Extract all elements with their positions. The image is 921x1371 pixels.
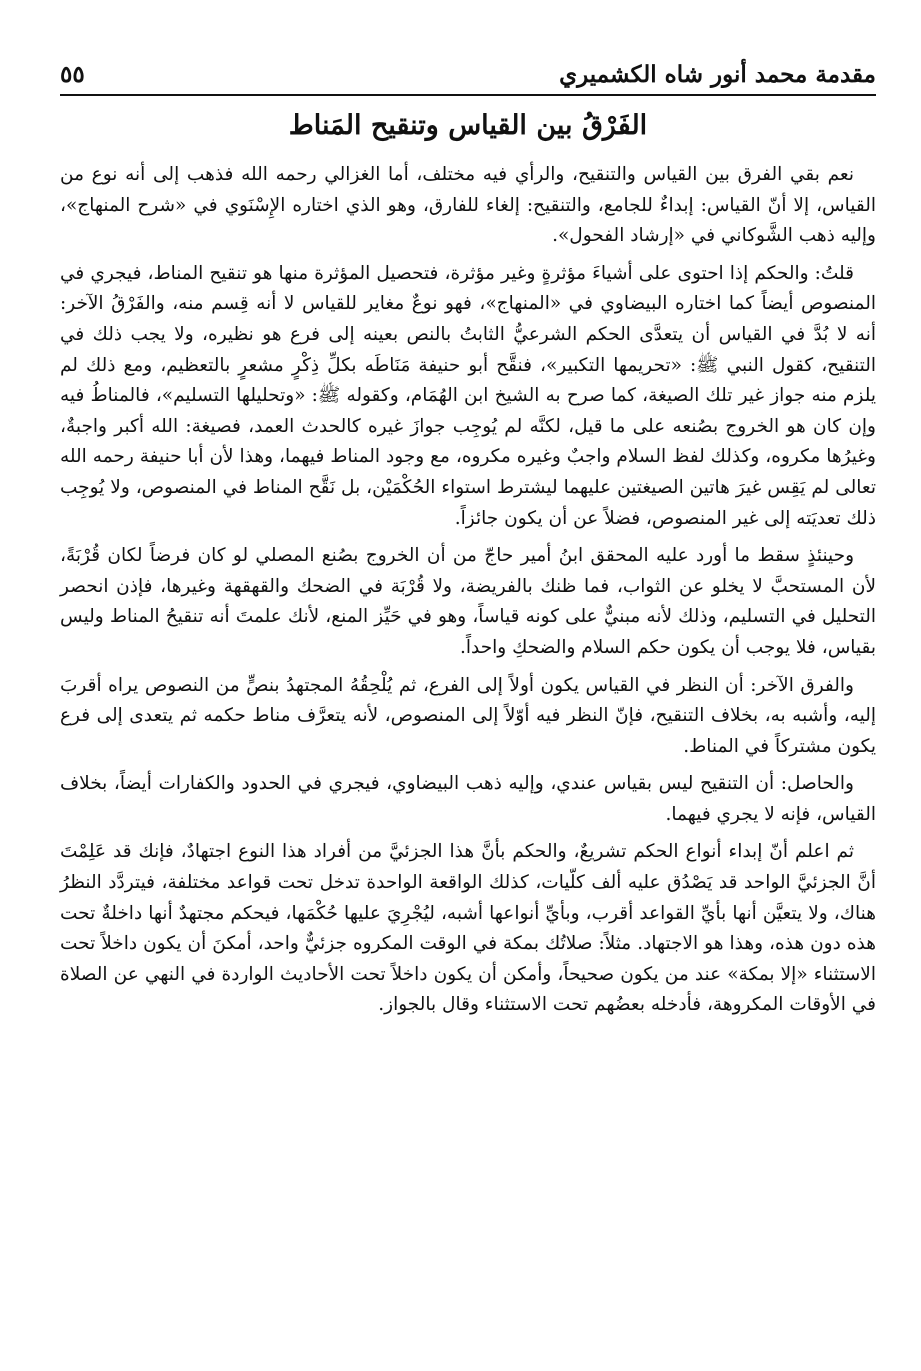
paragraph: نعم بقي الفرق بين القياس والتنقيح، والرأي فيه مختلف، أما الغزالي رحمه الله فذهب إلى أنه نوع من القياس، إلا أنّ القياس: إبداءٌ للجامع، والتنقيح: إلغاء للفارق، وهو الذي اختاره الإِسْنَوي في «شرح المنهاج»، وإليه ذهب الشَّوكاني في «إرشاد الفحول».: [60, 164, 876, 247]
paragraph: ثم اعلم أنّ إبداء أنواع الحكم تشريعٌ، والحكم بأنَّ هذا الجزئيَّ من أفراد هذا النوع اجتهادٌ، فإنك قد عَلِمْتَ أنَّ الجزئيَّ الواحد قد يَصْدُق عليه ألف كلّيات، كذلك الواقعة الواحدة تدخل تحت قواعد مختلفة، فيتردَّد النظرُ هناك، ولا يتعيَّن أنها بأيِّ القواعد أقرب، وبأيِّ أنواعها أشبه، ليُجْرِيَ عليها حُكْمَها، فيحكم مجتهدٌ أنها داخلةٌ تحت هذه دون هذه، وهذا هو الاجتهاد. مثلاً: صلاتُك بمكة في الوقت المكروه جزئيٌّ واحد، أمكنَ أن يكون داخلاً تحت الاستثناء «إلا بمكة» عند من يكون صحيحاً، وأمكن أن يكون داخلاً تحت الأحاديث الواردة في النهي عن الصلاة في الأوقات المكروهة، فأدخله بعضُهم تحت الاستثناء وقال بالجواز.: [60, 841, 876, 1016]
paragraph: والحاصل: أن التنقيح ليس بقياس عندي، وإليه ذهب البيضاوي، فيجري في الحدود والكفارات أيضاً، بخلاف القياس، فإنه لا يجري فيهما.: [60, 773, 876, 825]
body-text: [60, 160, 876, 1028]
section-title: الفَرْقُ بين القياس وتنقيح المَناط: [288, 110, 648, 141]
paragraph: قلتُ: والحكم إذا احتوى على أشياءَ مؤثرةٍ وغير مؤثرة، فتحصيل المؤثرة منها هو تنقيح المناط، فيجري في المنصوص أيضاً كما اختاره البيضاوي في «المنهاج»، فهو نوعٌ مغاير للقياس لا أنه قِسم منه، والفَرْقُ الآخر: أنه لا بُدَّ في القياس أن يتعدَّى الحكم الشرعيُّ الثابتُ بالنص بعينه إلى فرع هو نظيره، ولا يجب ذلك في التنقيح، كقول النبي ﷺ: «تحريمها التكبير»، فنقَّح أبو حنيفة مَنَاطَه بكلِّ ذِكْرٍ مشعرٍ بالتعظيم، ومع ذلك لم يلزم منه جواز غير تلك الصيغة، كما صرح به الشيخ ابن الهُمَام، وكقوله ﷺ: «وتحليلها التسليم»، فالمناطُ فيه وإن كان هو الخروج بصُنعه على ما قيل، لكنَّه لم يُوجِب جوازَ غيره كالحدث العمد، فصيغة: الله أكبر واجبةٌ، وغيرُها مكروه، وكذلك لفظ السلام واجبٌ وغيره مكروه، مع وجود المناط فيهما، وهذا لأن أبا حنيفة رحمه الله تعالى لم يَقِس غيرَ هاتين الصيغتين عليهما ليشترط استواء الحُكْمَيْن، بل نَقَّح المناط في المنصوص، ولا يُوجِب ذلك تعديَته إلى غير المنصوص، فضلاً عن أن يكون جائزاً.: [60, 262, 876, 529]
page-number: ٥٥: [60, 61, 85, 88]
paragraph: والفرق الآخر: أن النظر في القياس يكون أولاً إلى الفرع، ثم يُلْحِقُهُ المجتهدُ بنصٍّ من النصوص يراه أقربَ إليه، وأشبه به، بخلاف التنقيح، فإنّ النظر فيه أوّلاً إلى المنصوص، لأنه يتعرَّف مناط حكمه ثم يتعدى إلى فرع يكون مشتركاً في المناط.: [60, 674, 876, 757]
paragraph: وحينئذٍ سقط ما أورد عليه المحقق ابنُ أمير حاجّ من أن الخروج بصُنع المصلي لو كان فرضاً لكان قُرْبَةً، لأن المستحبَّ لا يخلو عن الثواب، فما ظنك بالفريضة، ولا قُرْبَة في الضحك والقهقهة وغيرها، فإذن انحصر التحليل في التسليم، وذلك لأنه مبنيٌّ على كونه قياساً، وهو في حَيِّز المنع، لأنك علمتَ أنه تنقيحُ المناط وليس بقياس، فلا يوجب أن يكون حكم السلام والضحكِ واحداً.: [60, 545, 876, 658]
running-title: مقدمة محمد أنور شاه الكشميري: [559, 61, 876, 88]
page-header: [60, 50, 876, 96]
